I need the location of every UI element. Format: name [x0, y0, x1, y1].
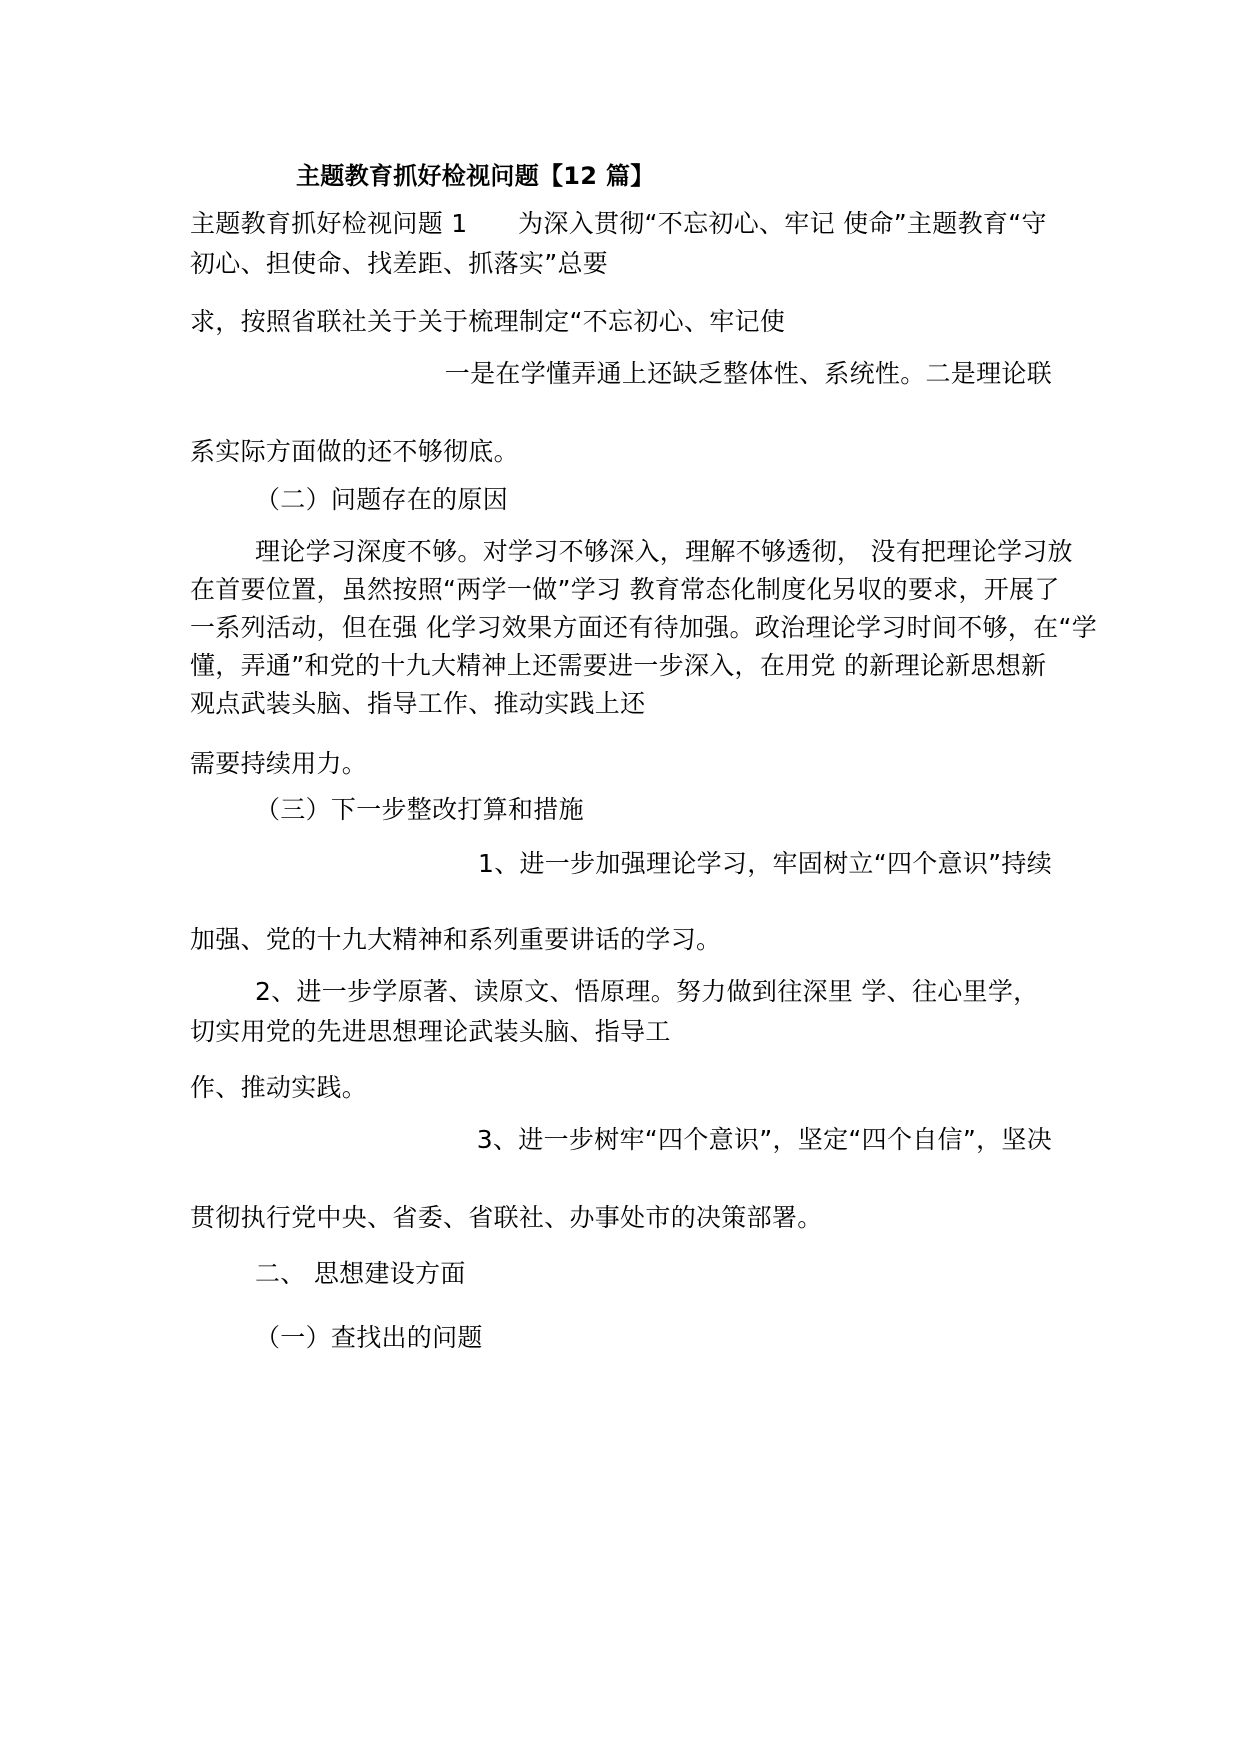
paragraph-line: 2、进一步学原著、读原文、悟原理。努力做到往深里 学、往心里学，: [255, 977, 1039, 1006]
paragraph-line: 加强、党的十九大精神和系列重要讲话的学习。: [190, 925, 722, 954]
paragraph-line: 理论学习深度不够。对学习不够深入，理解不够透彻， 没有把理论学习放: [255, 537, 1073, 566]
document-title: 主题教育抓好检视问题【12 篇】: [296, 162, 655, 190]
paragraph-line: 初心、担使命、找差距、抓落实”总要: [190, 249, 609, 278]
paragraph-line: 作、推动实践。: [190, 1073, 368, 1102]
paragraph-line: 需要持续用力。: [190, 749, 368, 778]
paragraph-line: 在首要位置，虽然按照“两学一做”学习 教育常态化制度化另収的要求，开展了: [190, 575, 1060, 604]
section-heading: （二）问题存在的原因: [255, 485, 509, 514]
paragraph-line: 一系列活动，但在强 化学习效果方面还有待加强。政治理论学习时间不够，在“学: [190, 613, 1098, 642]
paragraph-line: 3、进一步树牢“四个意识”，坚定“四个自信”，坚决: [476, 1125, 1052, 1154]
paragraph-line: 一是在学懂弄通上还缺乏整体性、系统性。二是理论联: [444, 359, 1052, 388]
section-heading: 二、 思想建设方面: [255, 1259, 466, 1288]
paragraph-line: 懂，弄通”和党的十九大精神上还需要进一步深入，在用党 的新理论新思想新: [190, 651, 1047, 680]
section-heading: （三）下一步整改打算和措施: [255, 795, 584, 824]
paragraph-line: 观点武装头脑、指导工作、推动实践上还: [190, 689, 646, 718]
paragraph-line: 贯彻执行党中央、省委、省联社、办事处市的决策部署。: [190, 1203, 823, 1232]
paragraph-line: 切实用党的先进思想理论武装头脑、指导工: [190, 1017, 671, 1046]
paragraph-line: 主题教育抓好检视问题 1 为深入贯彻“不忘初心、牢记 使命”主题教育“守: [190, 209, 1047, 238]
paragraph-line: 系实际方面做的还不够彻底。: [190, 437, 519, 466]
paragraph-line: 求，按照省联社关于关于梳理制定“不忘初心、牢记使: [190, 307, 786, 336]
paragraph-line: 1、进一步加强理论学习，牢固树立“四个意识”持续: [477, 849, 1052, 878]
section-heading: （一）查找出的问题: [255, 1323, 483, 1352]
